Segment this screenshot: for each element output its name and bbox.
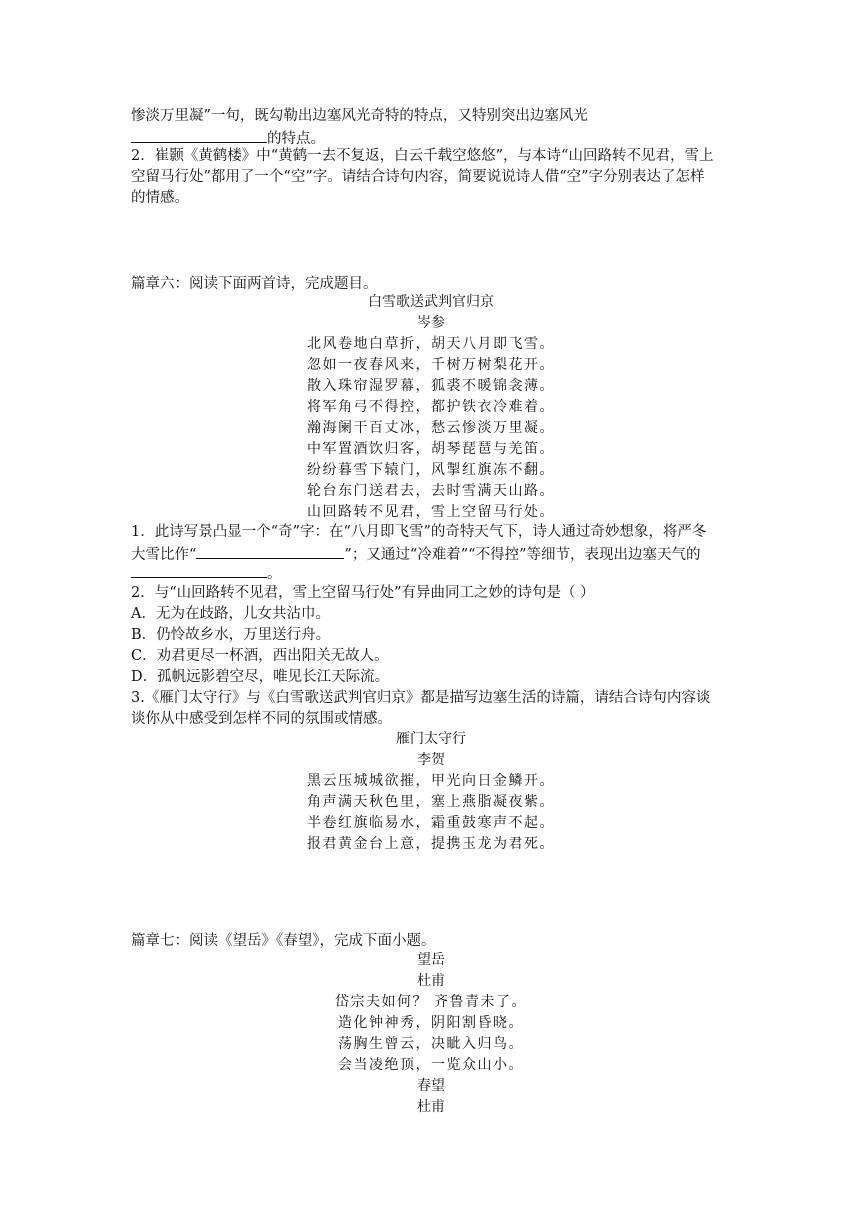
poem-author: 李贺: [417, 752, 445, 768]
poem-line: 将军角弓不得控，都护铁衣冷难着。: [307, 399, 555, 415]
question-text: 3.《雁门太守行》与《白雪歌送武判官归京》都是描写边塞生活的诗篇，请结合诗句内容谈: [131, 690, 711, 706]
poem-line: 轮台东门送君去，去时雪满天山路。: [307, 483, 555, 499]
text-fragment: ”；又通过“冷难着”“不得控”等细节，表现出边塞天气的: [344, 547, 701, 563]
poem-line: 报君黄金台上意，提携玉龙为君死。: [307, 836, 555, 852]
answer-blank[interactable]: [196, 543, 344, 559]
poem-line: 瀚海阑干百丈冰，愁云惨淡万里凝。: [307, 420, 555, 436]
poem-title: 白雪歌送武判官归京: [368, 294, 494, 310]
poem-line: 忽如一夜春风来，千树万树梨花开。: [307, 357, 555, 373]
section-heading: 篇章六：阅读下面两首诗，完成题目。: [131, 276, 378, 292]
poem-line: 散入珠帘湿罗幕，狐裘不暖锦衾薄。: [307, 378, 555, 394]
poem-title: 望岳: [417, 952, 445, 968]
poem-line: 角声满天秋色里，塞上燕脂凝夜紫。: [307, 794, 555, 810]
text-fragment: 大雪比作“: [131, 547, 197, 563]
option-b: B．仍怜故乡水，万里送行舟。: [131, 627, 331, 643]
question-text: 谈你从中感受到怎样不同的氛围或情感。: [131, 711, 392, 727]
option-c: C．劝君更尽一杯酒，西出阳关无故人。: [131, 648, 389, 664]
question-text: 1．此诗写景凸显一个“奇”字：在“八月即飞雪”的奇特天气下，诗人通过奇妙想象，将严冬: [131, 524, 707, 540]
option-a: A．无为在歧路，儿女共沾巾。: [131, 606, 330, 622]
poem-line: 荡胸生曾云，决眦入归鸟。: [338, 1036, 524, 1052]
answer-blank[interactable]: [131, 562, 267, 578]
section-heading: 篇章七：阅读《望岳》《春望》，完成下面小题。: [131, 933, 436, 949]
poem-line: 黑云压城城欲摧，甲光向日金鳞开。: [307, 773, 555, 789]
poem-title: 雁门太守行: [396, 731, 466, 747]
question-text: 空留马行处”都用了一个“空”字。请结合诗句内容，简要说说诗人借“空”字分别表达了怎样: [131, 169, 705, 185]
poem-line: 中军置酒饮归客，胡琴琵琶与羌笛。: [307, 441, 555, 457]
poem-line: 北风卷地白草折，胡天八月即飞雪。: [307, 336, 555, 352]
poem-author: 杜甫: [417, 1099, 445, 1115]
answer-blank[interactable]: [131, 127, 267, 143]
text-fragment: 。: [267, 566, 282, 582]
poem-author: 岑参: [417, 315, 445, 331]
poem-author: 杜甫: [417, 973, 445, 989]
text-fragment: 的特点。: [267, 131, 325, 147]
text-line: 惨淡万里凝”一句，既勾勒出边塞风光奇特的特点，又特别突出边塞风光: [131, 108, 588, 124]
poem-line: 造化钟神秀，阴阳割昏晓。: [338, 1015, 524, 1031]
question-text: 的情感。: [131, 190, 189, 206]
question-text: [131, 562, 731, 585]
question-text: 2．崔颢《黄鹤楼》中“黄鹤一去不复返，白云千载空悠悠”，与本诗“山回路转不见君，雪上: [131, 148, 714, 164]
poem-line: 会当凌绝顶，一览众山小。: [338, 1057, 524, 1073]
poem-line: 山回路转不见君，雪上空留马行处。: [307, 504, 555, 520]
question-text: 2．与“山回路转不见君，雪上空留马行处”有异曲同工之妙的诗句是（ ）: [131, 585, 595, 601]
poem-line: 岱宗夫如何？ 齐鲁青未了。: [335, 994, 527, 1010]
option-d: D．孤帆远影碧空尽，唯见长江天际流。: [131, 669, 390, 685]
poem-line: 半卷红旗临易水，霜重鼓寒声不起。: [307, 815, 555, 831]
poem-line: 纷纷暮雪下辕门，风掣红旗冻不翻。: [307, 462, 555, 478]
poem-title: 春望: [417, 1078, 445, 1094]
